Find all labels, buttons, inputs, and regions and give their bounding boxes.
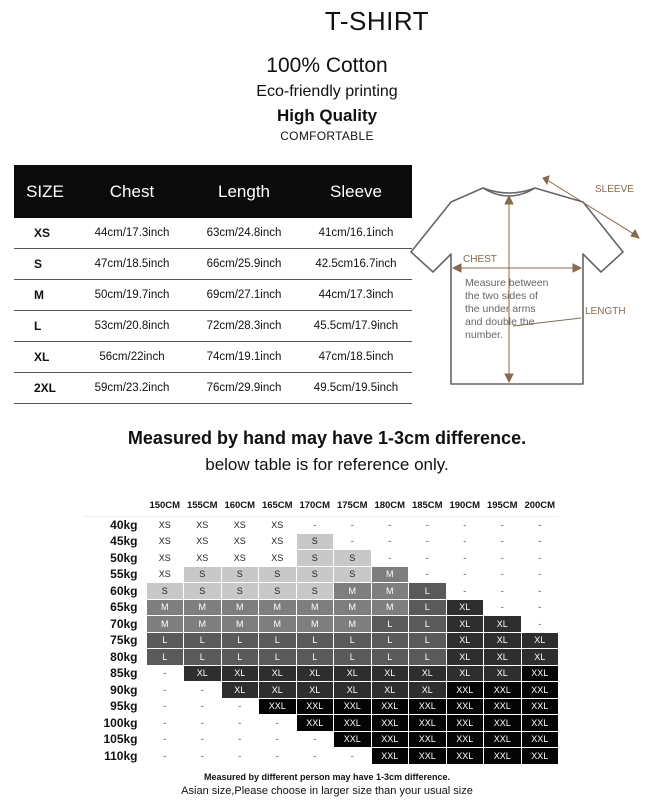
size-recommendation-cell: L	[371, 632, 409, 649]
size-recommendation-cell: -	[146, 665, 184, 682]
size-recommendation-cell: XL	[184, 665, 222, 682]
height-header: 185CM	[409, 494, 447, 517]
size-recommendation-cell: -	[184, 748, 222, 765]
height-header: 195CM	[484, 494, 522, 517]
size-recommendation-cell: S	[334, 550, 372, 567]
size-recommendation-cell: XXL	[521, 682, 559, 699]
footer-size-advice: Asian size,Please choose in larger size than your usual size	[181, 785, 473, 797]
size-recommendation-cell: -	[334, 517, 372, 534]
weight-row	[84, 665, 559, 682]
size-recommendation-cell: L	[296, 632, 334, 649]
size-recommendation-cell: XXL	[521, 665, 559, 682]
size-recommendation-cell: XL	[409, 665, 447, 682]
size-recommendation-cell: XXL	[371, 731, 409, 748]
size-recommendation-cell: XXL	[371, 715, 409, 732]
size-recommendation-cell: -	[296, 731, 334, 748]
size-recommendation-cell: XXL	[521, 731, 559, 748]
size-recommendation-cell: -	[409, 550, 447, 567]
size-recommendation-cell: XS	[259, 550, 297, 567]
size-recommendation-cell: -	[334, 533, 372, 550]
size-recommendation-cell: -	[146, 682, 184, 699]
size-recommendation-cell: XXL	[484, 748, 522, 765]
size-chart-header-row	[14, 165, 412, 218]
size-recommendation-cell: L	[259, 649, 297, 666]
size-recommendation-cell: -	[446, 583, 484, 600]
size-recommendation-cell: S	[296, 566, 334, 583]
weight-row	[84, 550, 559, 567]
sleeve-header: Sleeve	[300, 165, 412, 218]
size-row	[14, 311, 412, 342]
weight-label: 70kg	[84, 616, 146, 633]
size-recommendation-cell: -	[446, 533, 484, 550]
size-recommendation-cell: XS	[259, 517, 297, 534]
size-recommendation-cell: M	[371, 583, 409, 600]
chest-cell: 47cm/18.5inch	[76, 249, 188, 280]
size-recommendation-cell: -	[371, 533, 409, 550]
size-recommendation-cell: M	[259, 616, 297, 633]
size-recommendation-cell: -	[409, 533, 447, 550]
measure-note	[465, 277, 549, 341]
chest-cell: 53cm/20.8inch	[76, 311, 188, 342]
note-line: the under arms	[465, 303, 536, 315]
size-recommendation-cell: M	[221, 599, 259, 616]
weight-label: 75kg	[84, 632, 146, 649]
size-recommendation-cell: L	[184, 649, 222, 666]
size-recommendation-cell: XL	[446, 632, 484, 649]
size-recommendation-cell: -	[371, 550, 409, 567]
weight-row	[84, 731, 559, 748]
size-recommendation-cell: XXL	[484, 682, 522, 699]
weight-label: 80kg	[84, 649, 146, 666]
size-recommendation-cell: -	[259, 748, 297, 765]
size-recommendation-cell: -	[334, 748, 372, 765]
size-recommendation-cell: XXL	[484, 715, 522, 732]
comfort-text: COMFORTABLE	[280, 129, 374, 143]
weight-label: 60kg	[84, 583, 146, 600]
length-cell: 66cm/25.9inch	[188, 249, 300, 280]
length-header: Length	[188, 165, 300, 218]
sleeve-cell: 42.5cm16.7inch	[300, 249, 412, 280]
chest-label: CHEST	[463, 254, 497, 265]
weight-row	[84, 698, 559, 715]
size-recommendation-cell: -	[521, 566, 559, 583]
size-recommendation-cell: M	[221, 616, 259, 633]
weight-row	[84, 583, 559, 600]
weight-label: 50kg	[84, 550, 146, 567]
sleeve-cell: 44cm/17.3inch	[300, 280, 412, 311]
size-recommendation-cell: M	[146, 616, 184, 633]
quality-text: High Quality	[276, 106, 378, 125]
size-recommendation-cell: XXL	[446, 698, 484, 715]
height-header-row	[84, 494, 559, 517]
length-label: LENGTH	[585, 306, 626, 317]
size-recommendation-cell: -	[446, 517, 484, 534]
size-recommendation-cell: M	[371, 599, 409, 616]
size-row	[14, 373, 412, 404]
height-weight-table	[84, 494, 559, 765]
weight-row	[84, 533, 559, 550]
size-recommendation-cell: -	[296, 517, 334, 534]
height-header: 155CM	[184, 494, 222, 517]
weight-row	[84, 748, 559, 765]
size-recommendation-cell: -	[184, 731, 222, 748]
reference-note: below table is for reference only.	[205, 455, 449, 474]
size-row	[14, 342, 412, 373]
size-recommendation-cell: L	[409, 632, 447, 649]
weight-label: 55kg	[84, 566, 146, 583]
size-chart-table	[14, 165, 412, 404]
size-recommendation-cell: XL	[334, 665, 372, 682]
size-recommendation-cell: XL	[334, 682, 372, 699]
size-recommendation-cell: XXL	[409, 748, 447, 765]
weight-row	[84, 682, 559, 699]
size-recommendation-cell: XL	[484, 665, 522, 682]
size-recommendation-cell: S	[221, 583, 259, 600]
size-cell: S	[14, 249, 76, 280]
size-recommendation-cell: -	[484, 583, 522, 600]
height-header: 150CM	[146, 494, 184, 517]
chest-cell: 50cm/19.7inch	[76, 280, 188, 311]
length-arrow	[505, 196, 513, 382]
size-recommendation-cell: L	[409, 649, 447, 666]
product-title: T-SHIRT	[324, 6, 430, 36]
size-recommendation-cell: M	[296, 599, 334, 616]
size-recommendation-cell: M	[296, 616, 334, 633]
size-recommendation-cell: S	[259, 583, 297, 600]
size-recommendation-cell: XS	[184, 517, 222, 534]
size-recommendation-cell: XXL	[334, 698, 372, 715]
size-recommendation-cell: XL	[221, 682, 259, 699]
size-recommendation-cell: XS	[146, 517, 184, 534]
size-recommendation-cell: XXL	[521, 715, 559, 732]
weight-label: 65kg	[84, 599, 146, 616]
weight-row	[84, 517, 559, 534]
weight-row	[84, 715, 559, 732]
size-recommendation-cell: L	[184, 632, 222, 649]
size-recommendation-cell: -	[484, 550, 522, 567]
size-recommendation-cell: M	[334, 583, 372, 600]
size-recommendation-cell: XXL	[334, 731, 372, 748]
size-recommendation-cell: XL	[221, 665, 259, 682]
size-recommendation-cell: XL	[521, 632, 559, 649]
size-recommendation-cell: XL	[446, 599, 484, 616]
size-recommendation-cell: -	[371, 517, 409, 534]
size-row	[14, 249, 412, 280]
chest-cell: 44cm/17.3inch	[76, 218, 188, 249]
size-recommendation-cell: -	[409, 566, 447, 583]
sleeve-label: SLEEVE	[595, 184, 634, 195]
size-recommendation-cell: -	[259, 731, 297, 748]
size-recommendation-cell: XXL	[446, 682, 484, 699]
size-recommendation-cell: L	[146, 649, 184, 666]
size-cell: 2XL	[14, 373, 76, 404]
size-cell: XL	[14, 342, 76, 373]
size-recommendation-cell: XXL	[296, 715, 334, 732]
size-recommendation-cell: L	[146, 632, 184, 649]
tshirt-diagram	[405, 168, 645, 418]
measurement-warning: Measured by hand may have 1-3cm difference.	[127, 428, 527, 448]
length-cell: 74cm/19.1inch	[188, 342, 300, 373]
size-recommendation-cell: L	[259, 632, 297, 649]
weight-label: 110kg	[84, 748, 146, 765]
size-recommendation-cell: XXL	[409, 698, 447, 715]
length-cell: 72cm/28.3inch	[188, 311, 300, 342]
size-recommendation-cell: -	[221, 748, 259, 765]
size-recommendation-cell: M	[184, 599, 222, 616]
size-recommendation-cell: M	[334, 599, 372, 616]
size-recommendation-cell: XL	[484, 616, 522, 633]
size-recommendation-cell: XS	[184, 533, 222, 550]
size-recommendation-cell: -	[521, 517, 559, 534]
height-header: 190CM	[446, 494, 484, 517]
size-recommendation-cell: XXL	[446, 748, 484, 765]
size-recommendation-cell: XL	[446, 665, 484, 682]
size-recommendation-cell: XXL	[446, 715, 484, 732]
length-cell: 76cm/29.9inch	[188, 373, 300, 404]
size-recommendation-cell: XL	[371, 682, 409, 699]
size-recommendation-cell: XXL	[409, 731, 447, 748]
sleeve-cell: 47cm/18.5inch	[300, 342, 412, 373]
size-recommendation-cell: S	[334, 566, 372, 583]
size-recommendation-cell: L	[409, 616, 447, 633]
sleeve-cell: 41cm/16.1inch	[300, 218, 412, 249]
size-recommendation-cell: -	[221, 715, 259, 732]
size-recommendation-cell: XXL	[521, 698, 559, 715]
size-recommendation-cell: XS	[146, 566, 184, 583]
size-recommendation-cell: XL	[409, 682, 447, 699]
size-recommendation-cell: XL	[259, 665, 297, 682]
weight-label: 40kg	[84, 517, 146, 534]
weight-label: 45kg	[84, 533, 146, 550]
material-text: 100% Cotton	[266, 54, 388, 77]
weight-label: 100kg	[84, 715, 146, 732]
size-recommendation-cell: XS	[221, 550, 259, 567]
size-recommendation-cell: XXL	[334, 715, 372, 732]
size-recommendation-cell: -	[184, 715, 222, 732]
height-header: 170CM	[296, 494, 334, 517]
size-recommendation-cell: XS	[146, 550, 184, 567]
size-recommendation-cell: XXL	[259, 698, 297, 715]
size-recommendation-cell: XXL	[371, 748, 409, 765]
size-recommendation-cell: M	[184, 616, 222, 633]
size-recommendation-cell: XS	[221, 517, 259, 534]
note-line: number.	[465, 329, 503, 341]
sleeve-cell: 49.5cm/19.5inch	[300, 373, 412, 404]
size-recommendation-cell: L	[371, 616, 409, 633]
note-line: the two sides of	[465, 290, 538, 302]
size-recommendation-cell: XXL	[409, 715, 447, 732]
weight-row	[84, 566, 559, 583]
size-recommendation-cell: L	[371, 649, 409, 666]
size-recommendation-cell: XL	[259, 682, 297, 699]
note-line: and double the	[465, 316, 535, 328]
size-recommendation-cell: S	[221, 566, 259, 583]
size-recommendation-cell: L	[334, 632, 372, 649]
size-recommendation-cell: M	[259, 599, 297, 616]
size-recommendation-cell: M	[334, 616, 372, 633]
size-recommendation-cell: XS	[221, 533, 259, 550]
chest-arrow	[453, 264, 581, 272]
size-recommendation-cell: -	[221, 731, 259, 748]
size-recommendation-cell: -	[146, 748, 184, 765]
size-recommendation-cell: XXL	[296, 698, 334, 715]
printing-text: Eco-friendly printing	[256, 83, 398, 100]
size-recommendation-cell: XL	[484, 649, 522, 666]
sleeve-cell: 45.5cm/17.9inch	[300, 311, 412, 342]
size-recommendation-cell: -	[446, 550, 484, 567]
size-recommendation-cell: L	[296, 649, 334, 666]
size-row	[14, 280, 412, 311]
weight-label: 105kg	[84, 731, 146, 748]
corner-cell	[84, 494, 146, 517]
size-recommendation-cell: -	[146, 731, 184, 748]
size-recommendation-cell: -	[184, 682, 222, 699]
size-cell: L	[14, 311, 76, 342]
height-header: 180CM	[371, 494, 409, 517]
size-row	[14, 218, 412, 249]
size-recommendation-cell: XL	[484, 632, 522, 649]
size-recommendation-cell: M	[146, 599, 184, 616]
size-recommendation-cell: -	[484, 599, 522, 616]
size-recommendation-cell: -	[259, 715, 297, 732]
size-recommendation-cell: -	[146, 715, 184, 732]
size-recommendation-cell: L	[409, 599, 447, 616]
size-recommendation-cell: S	[146, 583, 184, 600]
size-recommendation-cell: XS	[146, 533, 184, 550]
weight-row	[84, 632, 559, 649]
height-header: 165CM	[259, 494, 297, 517]
size-recommendation-cell: XXL	[521, 748, 559, 765]
size-recommendation-cell: XXL	[371, 698, 409, 715]
size-recommendation-cell: XL	[521, 649, 559, 666]
size-recommendation-cell: -	[184, 698, 222, 715]
size-recommendation-cell: XL	[296, 665, 334, 682]
size-recommendation-cell: XL	[371, 665, 409, 682]
chest-cell: 56cm/22inch	[76, 342, 188, 373]
size-recommendation-cell: S	[296, 583, 334, 600]
size-recommendation-cell: -	[521, 533, 559, 550]
size-recommendation-cell: L	[221, 649, 259, 666]
size-recommendation-cell: -	[521, 599, 559, 616]
weight-row	[84, 599, 559, 616]
size-recommendation-cell: XL	[446, 616, 484, 633]
size-recommendation-cell: -	[296, 748, 334, 765]
size-recommendation-cell: -	[146, 698, 184, 715]
size-recommendation-cell: L	[221, 632, 259, 649]
size-recommendation-cell: S	[296, 550, 334, 567]
weight-label: 85kg	[84, 665, 146, 682]
size-cell: M	[14, 280, 76, 311]
size-header: SIZE	[14, 165, 76, 218]
weight-row	[84, 649, 559, 666]
size-recommendation-cell: XL	[446, 649, 484, 666]
size-recommendation-cell: -	[484, 533, 522, 550]
footer-difference-note: Measured by different person may have 1-3cm difference.	[203, 772, 451, 782]
size-recommendation-cell: S	[184, 566, 222, 583]
weight-label: 90kg	[84, 682, 146, 699]
size-recommendation-cell: -	[221, 698, 259, 715]
size-recommendation-cell: XS	[259, 533, 297, 550]
height-header: 160CM	[221, 494, 259, 517]
length-cell: 63cm/24.8inch	[188, 218, 300, 249]
size-recommendation-cell: XL	[296, 682, 334, 699]
size-recommendation-cell: XS	[184, 550, 222, 567]
weight-label: 95kg	[84, 698, 146, 715]
size-recommendation-cell: -	[446, 566, 484, 583]
size-recommendation-cell: -	[521, 583, 559, 600]
height-header: 200CM	[521, 494, 559, 517]
size-recommendation-cell: XXL	[484, 731, 522, 748]
size-cell: XS	[14, 218, 76, 249]
size-recommendation-cell: -	[484, 566, 522, 583]
size-recommendation-cell: S	[296, 533, 334, 550]
chest-cell: 59cm/23.2inch	[76, 373, 188, 404]
size-recommendation-cell: M	[371, 566, 409, 583]
chest-header: Chest	[76, 165, 188, 218]
size-recommendation-cell: -	[521, 550, 559, 567]
size-recommendation-cell: L	[409, 583, 447, 600]
size-recommendation-cell: -	[409, 517, 447, 534]
height-header: 175CM	[334, 494, 372, 517]
weight-row	[84, 616, 559, 633]
length-cell: 69cm/27.1inch	[188, 280, 300, 311]
size-recommendation-cell: XXL	[484, 698, 522, 715]
size-recommendation-cell: XXL	[446, 731, 484, 748]
size-recommendation-cell: S	[184, 583, 222, 600]
note-line: Measure between	[465, 277, 549, 289]
size-recommendation-cell: -	[484, 517, 522, 534]
size-recommendation-cell: S	[259, 566, 297, 583]
size-recommendation-cell: -	[521, 616, 559, 633]
size-recommendation-cell: L	[334, 649, 372, 666]
